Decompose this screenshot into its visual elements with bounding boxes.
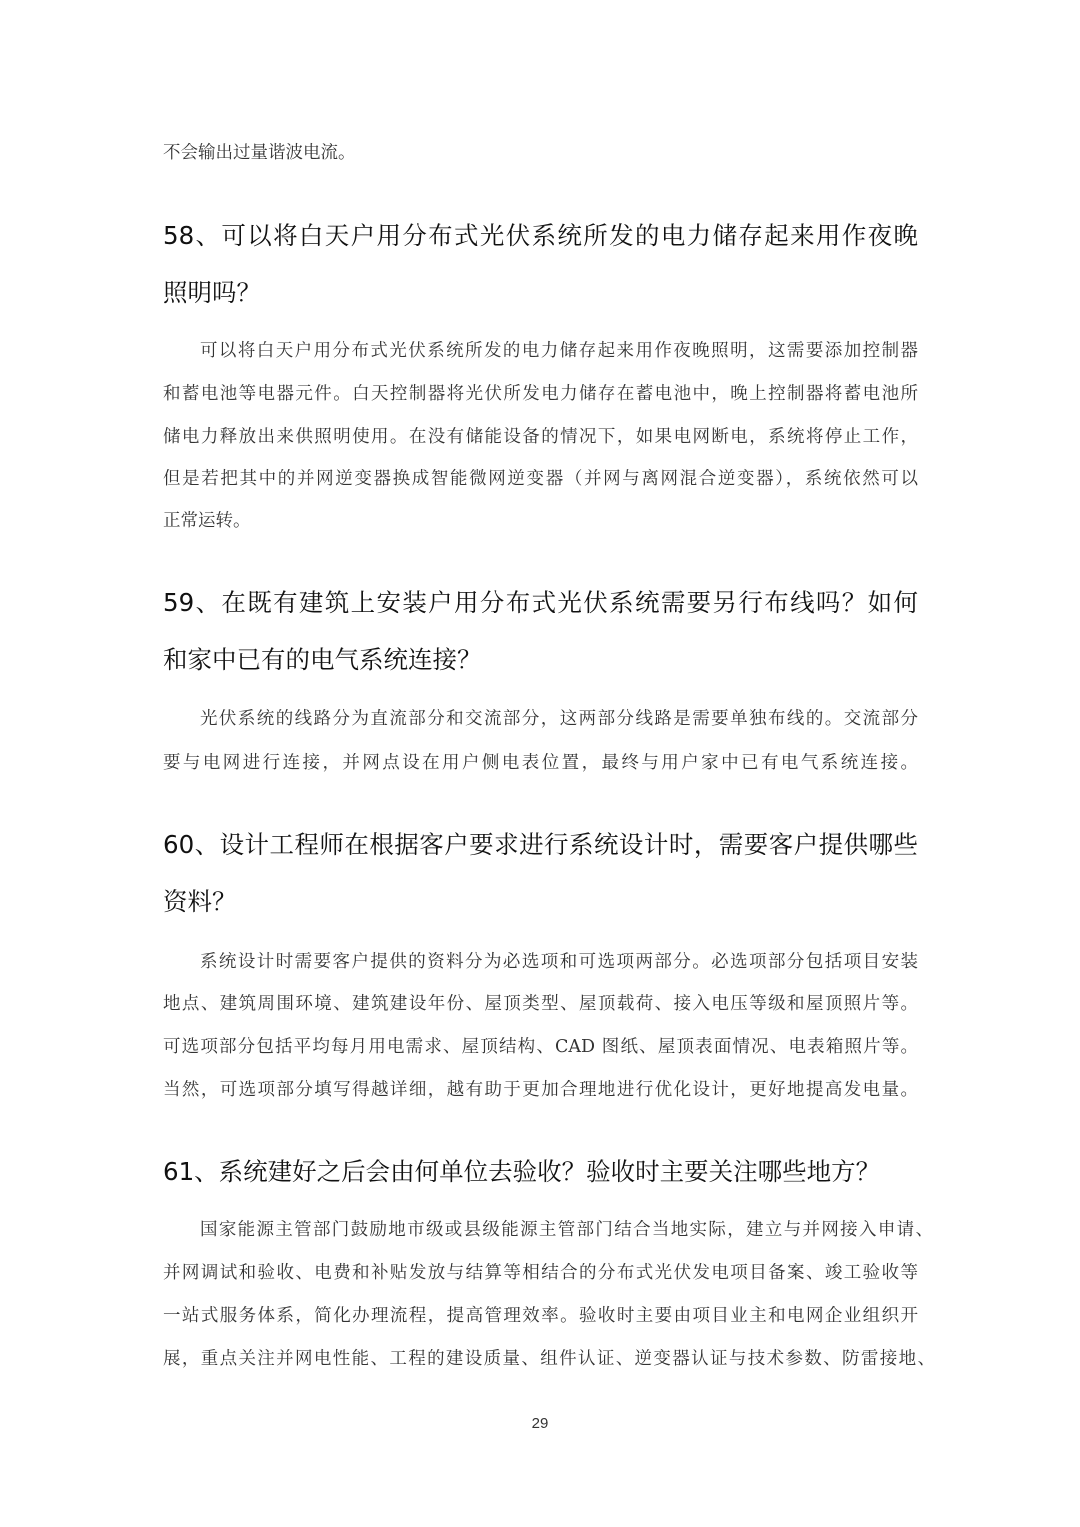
heading-60: 资料？ [163, 887, 237, 916]
paragraph-line: 当然，可选项部分填写得越详细，越有助于更加合理地进行优化设计，更好地提高发电量。 [163, 1080, 918, 1100]
paragraph-line: 储电力释放出来供照明使用。在没有储能设备的情况下，如果电网断电，系统将停止工作， [163, 427, 918, 447]
paragraph-line: 地点、建筑周围环境、建筑建设年份、屋顶类型、屋顶载荷、接入电压等级和屋顶照片等。 [163, 994, 918, 1014]
paragraph-line: 要与电网进行连接，并网点设在用户侧电表位置，最终与用户家中已有电气系统连接。 [163, 753, 918, 773]
paragraph-line: 和蓄电池等电器元件。白天控制器将光伏所发电力储存在蓄电池中，晚上控制器将蓄电池所 [163, 384, 918, 404]
paragraph-line: 可选项部分包括平均每月用电需求、屋顶结构、CAD 图纸、屋顶表面情况、电表箱照片等。 [163, 1037, 918, 1057]
paragraph-line: 一站式服务体系，简化办理流程，提高管理效率。验收时主要由项目业主和电网企业组织开 [163, 1306, 918, 1326]
heading-59: 59、在既有建筑上安装户用分布式光伏系统需要另行布线吗？如何 [163, 588, 918, 617]
paragraph-line: 光伏系统的线路分为直流部分和交流部分，这两部分线路是需要单独布线的。交流部分 [200, 709, 918, 729]
heading-58: 58、可以将白天户用分布式光伏系统所发的电力储存起来用作夜晚 [163, 221, 918, 250]
page-number: 29 [531, 1415, 549, 1432]
paragraph-line: 可以将白天户用分布式光伏系统所发的电力储存起来用作夜晚照明，这需要添加控制器 [200, 341, 918, 361]
heading-59: 和家中已有的电气系统连接？ [163, 645, 482, 674]
paragraph-line: 展，重点关注并网电性能、工程的建设质量、组件认证、逆变器认证与技术参数、防雷接地、 [163, 1349, 935, 1369]
paragraph-line: 正常运转。 [163, 511, 251, 531]
paragraph-line: 系统设计时需要客户提供的资料分为必选项和可选项两部分。必选项部分包括项目安装 [200, 952, 918, 972]
paragraph-line: 国家能源主管部门鼓励地市级或县级能源主管部门结合当地实际，建立与并网接入申请、 [200, 1220, 933, 1240]
heading-58: 照明吗？ [163, 278, 261, 307]
heading-60: 60、设计工程师在根据客户要求进行系统设计时，需要客户提供哪些 [163, 830, 918, 859]
heading-61: 61、系统建好之后会由何单位去验收？验收时主要关注哪些地方？ [163, 1157, 881, 1186]
paragraph-line: 并网调试和验收、电费和补贴发放与结算等相结合的分布式光伏发电项目备案、竣工验收等 [163, 1263, 918, 1283]
lead-text: 不会输出过量谐波电流。 [163, 143, 356, 163]
paragraph-line: 但是若把其中的并网逆变器换成智能微网逆变器（并网与离网混合逆变器），系统依然可以 [163, 469, 918, 489]
